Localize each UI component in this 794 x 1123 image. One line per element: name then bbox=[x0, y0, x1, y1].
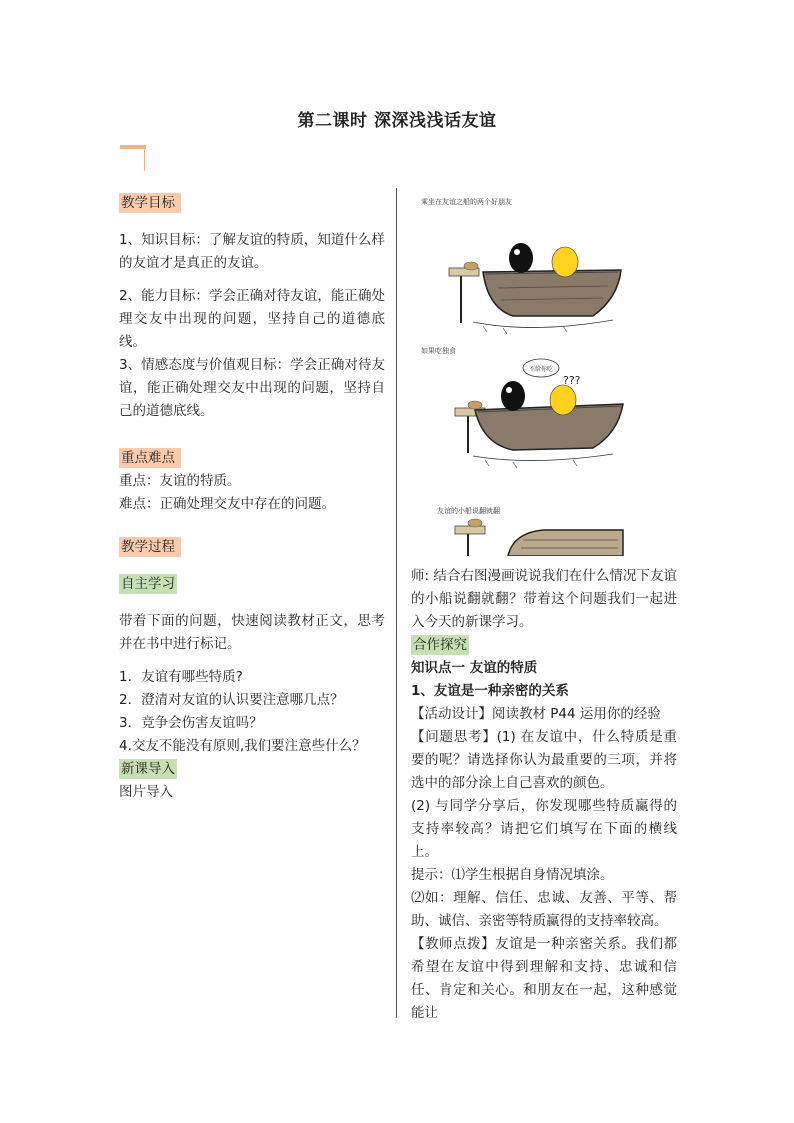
goal-knowledge bbox=[119, 229, 385, 275]
speech-bubble-text: 不给你吃 bbox=[528, 366, 554, 373]
question-item: 4.交友不能没有原则,我们要注意些什么？ bbox=[119, 738, 366, 754]
difficulty-label: 难点： bbox=[119, 496, 160, 512]
left-column bbox=[119, 192, 385, 804]
goal1-label: 1、知识目标 bbox=[119, 232, 196, 248]
hint-1: 提示：⑴学生根据自身情况填涂。 bbox=[411, 867, 614, 883]
question-item: 3．竞争会伤害友谊吗？ bbox=[119, 715, 263, 731]
activity-design: 【活动设计】阅读教材 P44 运用你的经验 bbox=[411, 706, 661, 722]
intro-heading: 新课导入 bbox=[121, 761, 175, 777]
question-think: 【问题思考】(1) 在友谊中，什么特质是重要的呢？请选择你认为最重要的三项，并将选中的部分涂上自己喜欢的颜色。 bbox=[411, 729, 677, 791]
difficulty-text: 正确处理交友中存在的问题。 bbox=[159, 496, 335, 512]
self-study-heading: 自主学习 bbox=[121, 576, 175, 592]
knowledge-point-heading: 知识点一 友谊的特质 bbox=[411, 660, 538, 676]
question-think-2: (2) 与同学分享后，你发现哪些特质赢得的支持率较高？请把它们填写在下面的横线上。 bbox=[411, 798, 677, 860]
question-marks: ??? bbox=[563, 374, 581, 387]
friendship-boat-comic bbox=[413, 188, 629, 556]
key-text: 友谊的特质。 bbox=[159, 473, 241, 489]
difficulty-point bbox=[119, 493, 385, 516]
goal-ability bbox=[119, 285, 385, 354]
teacher-tip: 【教师点拨】友谊是一种亲密关系。我们都希望在友谊中得到理解和支持、忠诚和信任、肯定和关心。和朋友在一起，这种感觉能让 bbox=[411, 936, 677, 1021]
key-label: 重点： bbox=[119, 473, 160, 489]
keypoints-heading: 重点难点 bbox=[119, 448, 181, 468]
comic-panel-3 bbox=[455, 519, 623, 556]
hint-2: ⑵如：理解、信任、忠诚、友善、平等、帮助、诚信、亲密等特质赢得的支持率较高。 bbox=[411, 890, 677, 929]
comic-caption-3: 友谊的小船说翻就翻 bbox=[437, 507, 500, 515]
key-point bbox=[119, 470, 385, 493]
column-divider bbox=[396, 188, 397, 1018]
question-item: 1．友谊有哪些特质? bbox=[119, 669, 243, 685]
comic-panel-2 bbox=[455, 359, 623, 468]
goal2-text: ：学会正确对待友谊，能正确处理交友中出现的问题，坚持自己的道德底线。 bbox=[119, 288, 386, 350]
instructions: 带着下面的问题，快速阅读教材正文，思考并在书中进行标记。 bbox=[119, 613, 385, 652]
decorative-corner-line bbox=[120, 145, 146, 149]
comic-panel-1 bbox=[449, 243, 621, 334]
comic-caption-2: 如果吃独食 bbox=[421, 347, 456, 355]
knowledge-point-sub: 1、友谊是一种亲密的关系 bbox=[411, 683, 569, 699]
process-heading: 教学过程 bbox=[119, 537, 181, 557]
comic-caption-1: 乘坐在友谊之船的两个好朋友 bbox=[421, 198, 512, 206]
right-column bbox=[411, 565, 677, 1025]
page-title: 第二课时 深深浅浅话友谊 bbox=[297, 111, 497, 131]
question-item: 2．澄清对友谊的认识要注意哪几点？ bbox=[119, 692, 344, 708]
teacher-prompt: 师: 结合右图漫画说说我们在什么情况下友谊的小船说翻就翻？带着这个问题我们一起进入今天的新课学习。 bbox=[411, 568, 677, 630]
intro-text: 图片导入 bbox=[119, 784, 173, 800]
goal3-text: ：学会正确对待友谊，能正确处理交友中出现的问题，坚持自己的道德底线。 bbox=[119, 357, 386, 419]
goal-emotion bbox=[119, 354, 385, 423]
goal3-label: 3、情感态度与价值观目标 bbox=[119, 357, 277, 373]
goal2-label: 2、能力目标 bbox=[119, 288, 196, 304]
decorative-corner-line-vertical bbox=[144, 145, 145, 171]
goal1-text: ：了解友谊的特质，知道什么样的友谊才是真正的友谊。 bbox=[119, 232, 386, 271]
goals-heading: 教学目标 bbox=[119, 193, 181, 213]
coop-heading: 合作探究 bbox=[413, 637, 467, 653]
